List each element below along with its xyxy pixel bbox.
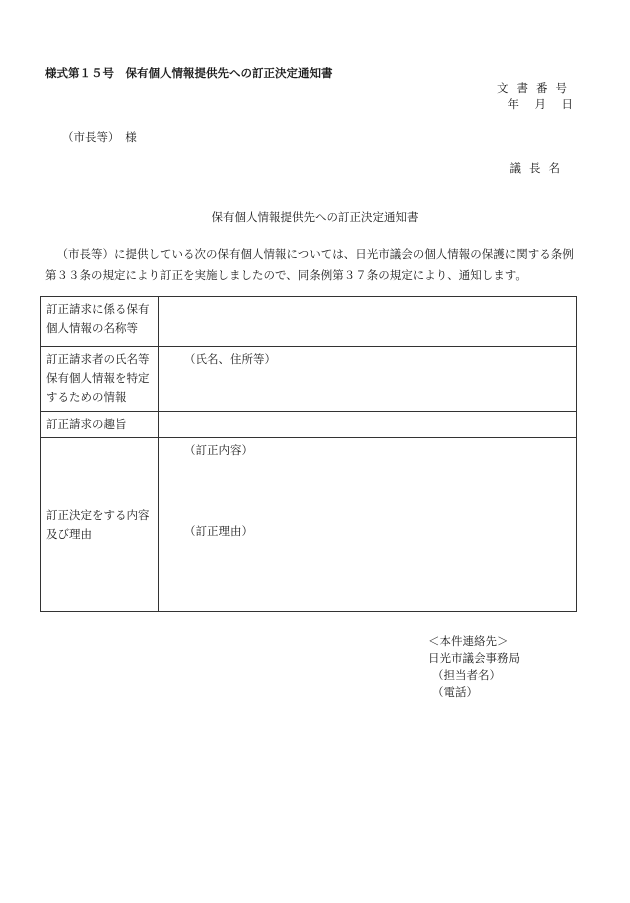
row-label-info-name: 訂正請求に係る保有個人情報の名称等 [41, 297, 159, 347]
table-row [41, 438, 577, 612]
correction-reason-placeholder: （訂正理由） [184, 524, 253, 538]
document-number-label: 文書番号 [497, 81, 575, 95]
contact-person: （担当者名） [432, 668, 501, 682]
table-row [41, 297, 577, 347]
row-value-decision [159, 438, 577, 612]
notice-body-text: （市長等）に提供している次の保有個人情報については、日光市議会の個人情報の保護に関する条例第３３条の規定により訂正を実施しましたので、同条例第３７条の規定により、通知します。 [45, 247, 574, 282]
correction-content-placeholder: （訂正内容） [184, 443, 253, 457]
contact-phone: （電話） [432, 685, 478, 699]
contact-office: 日光市議会事務局 [428, 651, 520, 665]
contact-block [428, 633, 520, 701]
info-table [40, 296, 577, 612]
document-title: 保有個人情報提供先への訂正決定通知書 [211, 210, 419, 224]
form-number: 様式第１５号 保有個人情報提供先への訂正決定通知書 [45, 66, 333, 80]
requester-placeholder: （氏名、住所等） [184, 352, 276, 366]
table-row [41, 412, 577, 438]
table-row [41, 347, 577, 412]
row-label-decision: 訂正決定をする内容及び理由 [41, 438, 159, 612]
row-value-requester [159, 347, 577, 412]
row-value-info-name [159, 297, 577, 347]
date-label: 年 月 日 [507, 97, 575, 111]
contact-heading: ＜本件連絡先＞ [428, 634, 509, 648]
sender-name: 議長名 [509, 161, 568, 175]
recipient: （市長等） 様 [62, 130, 137, 144]
row-label-requester: 訂正請求者の氏名等保有個人情報を特定するための情報 [41, 347, 159, 412]
row-value-purpose [159, 412, 577, 438]
row-label-purpose: 訂正請求の趣旨 [41, 412, 159, 438]
